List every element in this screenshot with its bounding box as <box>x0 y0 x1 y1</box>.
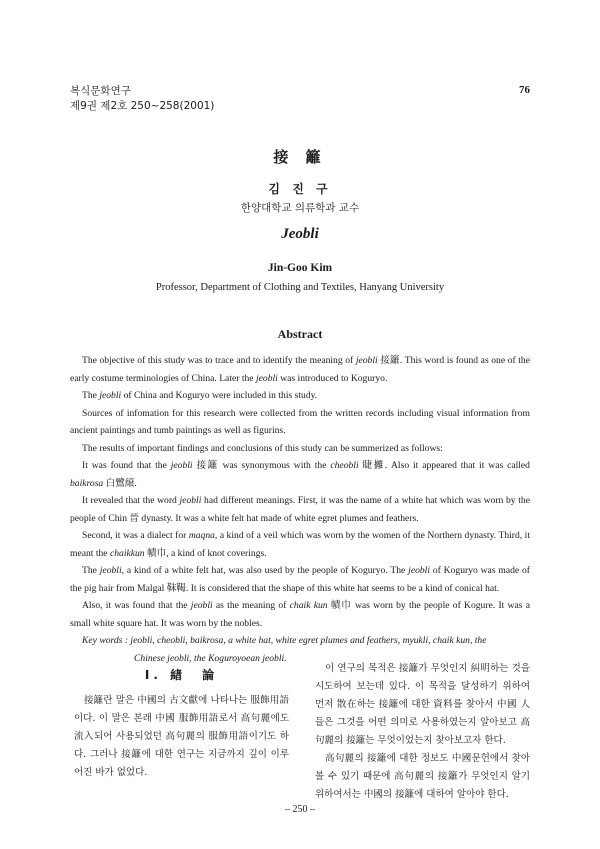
body-paragraph: 高句麗의 接籬에 대한 정보도 中國문헌에서 찾아볼 수 있기 때문에 高句麗의 接籬가 무엇인지 알기 위하여서는 中國의 接籬에 대하여 알아야 한다. <box>315 753 530 800</box>
author-english: Jin-Goo Kim <box>267 262 333 274</box>
section-heading: Ⅰ. 緖 論 <box>144 668 219 682</box>
body-paragraph: 接籬란 말은 中國의 古文獻에 나타나는 服飾用語이다. 이 말은 본래 中國 服飾用語로서 高句麗에도 流入되어 사용되었던 高句麗의 服飾用語이기도 하다. 그러나 接籬에 대한 연구는 지금까지 깊이 이루어진 바가 없었다. <box>74 695 289 778</box>
journal-name: 복식문화연구 <box>70 85 131 97</box>
abstract-paragraph: Sources of infomation for this research were collected from the written records including visual information from ancient paintings and tumb paintings as well as figurins. <box>70 407 530 436</box>
title-english: Jeobli <box>281 226 319 242</box>
abstract-paragraph: It revealed that the word jeobli had different meanings. First, it was the name of a white hat which was worn by the people of Chin 晉 dynasty. It was a white felt hat made of white egret plumes and feathers. <box>70 495 530 524</box>
keywords-label: Key words : <box>82 635 129 646</box>
journal-info <box>70 84 214 114</box>
abstract-paragraph: Also, it was found that the jeobli as the meaning of chaik kun 幘巾 was worn by the people of Kogure. It was a small white square hat. It was worn by the nobles. <box>70 600 530 629</box>
abstract-paragraph: It was found that the jeobli 接籬 was synonymous with the cheobli 睫攡. Also it appeared that it was called baikrosa 白鷺縗. <box>70 460 530 489</box>
affiliation-english: Professor, Department of Clothing and Textiles, Hanyang University <box>155 282 445 293</box>
title-korean: 接 籬 <box>273 148 327 166</box>
abstract-paragraph: The jeobli, a kind of a white felt hat, was also used by the people of Koguryo. The jeobli of Koguryo was made of the pig hair from Malgal 靺鞨. It is considered that the shape of this white hat seems to be a kind of conical hat. <box>70 565 530 594</box>
page-number: 76 <box>519 84 530 96</box>
abstract-paragraph: The objective of this study was to trace and to identify the meaning of jeobli 接籬. This word is found as one of the early costume terminologies of China. Later the jeobli was introduced to Koguryo. <box>70 355 530 384</box>
abstract-paragraph: The results of important findings and conclusions of this study can be summerized as follows: <box>82 442 443 454</box>
author-korean: 김 진 구 <box>268 182 332 196</box>
affiliation-korean: 한양대학교 의류학과 교수 <box>240 202 360 214</box>
abstract-paragraph: Second, it was a dialect for maqna, a kind of a veil which was worn by the women of the Northern dynasty. Third, it meant the chaikkun 幘巾, a kind of knot coverings. <box>70 530 530 559</box>
page-footer: – 250 – <box>285 804 315 815</box>
body-column-left <box>74 660 289 782</box>
body-column-right <box>315 660 530 804</box>
body-paragraph: 이 연구의 목적은 接籬가 무엇인지 糾明하는 것을 시도하여 보는데 있다. 이 목적을 달성하기 위하여 먼저 散在하는 接籬에 대한 資料를 찾아서 中國 人들은 그것을 어떤 의미로 사용하였는지 알아보고 高句麗의 接籬는 무엇이었는지 찾아보고자 한다. <box>315 663 530 746</box>
keywords-line <box>70 632 530 650</box>
volume-info: 제9권 제2호 250~258(2001) <box>70 100 215 112</box>
abstract-body <box>70 352 530 667</box>
abstract-paragraph: The jeobli of China and Koguryo were included in this study. <box>82 390 318 401</box>
abstract-heading: Abstract <box>277 327 323 341</box>
keywords-continuation: Chinese jeobli, the Koguroyoean jeobli. <box>134 652 287 664</box>
keywords-text: jeobli, cheobli, baikrosa, a white hat, white egret plumes and feathers, myukli, chaik kun, the <box>130 635 487 646</box>
